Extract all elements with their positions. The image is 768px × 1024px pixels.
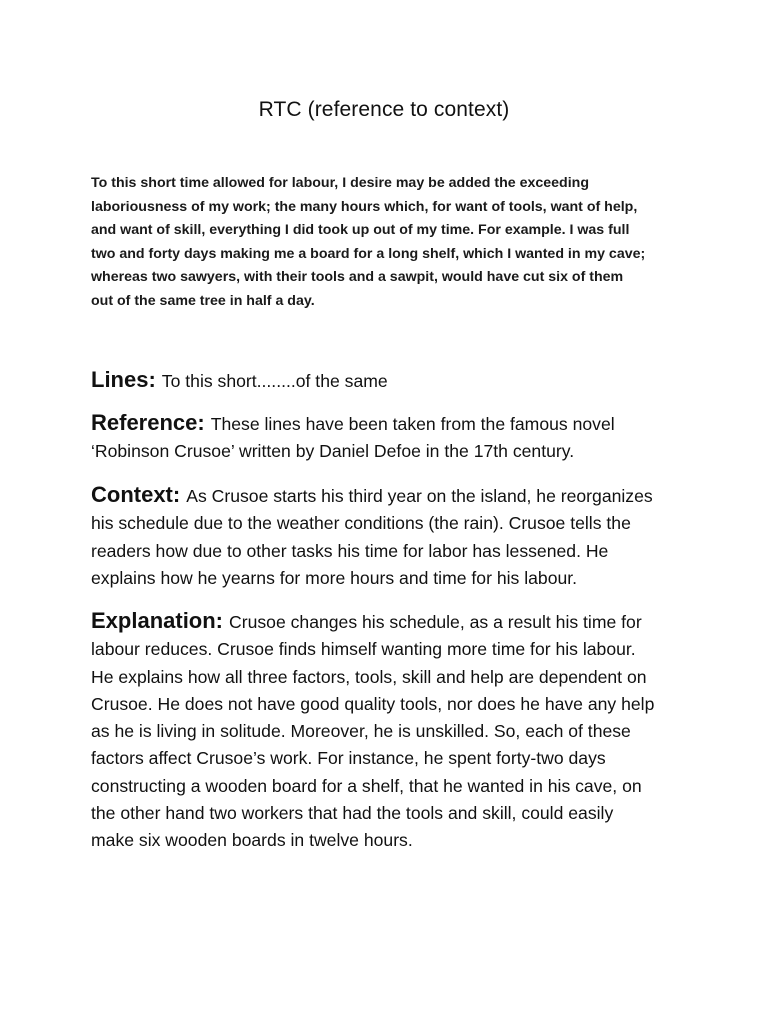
context-text: As Crusoe starts his third year on the island, he reorganizes	[186, 486, 653, 506]
quoted-passage	[91, 172, 683, 314]
lines-section	[91, 364, 691, 397]
explanation-line: factors affect Crusoe’s work. For instance, he spent forty-two days	[91, 748, 606, 769]
context-line	[91, 481, 691, 510]
explanation-section	[91, 607, 691, 855]
explanation-line: labour reduces. Crusoe finds himself wanting more time for his labour.	[91, 639, 636, 660]
explanation-label: Explanation:	[91, 608, 224, 633]
lines-label: Lines:	[91, 367, 156, 392]
passage-line: laboriousness of my work; the many hours which, for want of tools, want of help,	[91, 198, 638, 215]
passage-line: and want of skill, everything I did took up out of my time. For example. I was full	[91, 222, 630, 239]
context-line: explains how he yearns for more hours and time for his labour.	[91, 567, 578, 588]
reference-text: These lines have been taken from the famous novel	[210, 414, 615, 434]
context-section	[91, 481, 691, 592]
context-line: readers how due to other tasks his time for labor has lessened. He	[91, 540, 609, 561]
passage-line: To this short time allowed for labour, I desire may be added the exceeding	[91, 175, 589, 191]
explanation-line: constructing a wooden board for a shelf, that he wanted in his cave, on	[91, 775, 642, 796]
lines-line	[91, 364, 691, 397]
context-line: his schedule due to the weather conditions (the rain). Crusoe tells the	[91, 513, 631, 534]
explanation-line: the other hand two workers that had the tools and skill, could easily	[91, 803, 614, 824]
passage-line: whereas two sawyers, with their tools and a sawpit, would have cut six of them	[91, 269, 624, 286]
reference-line	[91, 409, 691, 438]
reference-section	[91, 409, 691, 466]
reference-label: Reference:	[91, 410, 205, 435]
explanation-line: make six wooden boards in twelve hours.	[91, 830, 413, 851]
passage-line: two and forty days making me a board for a long shelf, which I wanted in my cave;	[91, 245, 646, 262]
explanation-text: Crusoe changes his schedule, as a result his time for	[229, 612, 642, 632]
lines-text: To this short........of the same	[161, 371, 388, 391]
explanation-line: He explains how all three factors, tools, skill and help are dependent on	[91, 666, 647, 687]
explanation-line: Crusoe. He does not have good quality tools, nor does he have any help	[91, 693, 655, 714]
explanation-line: as he is living in solitude. Moreover, he is unskilled. So, each of these	[91, 721, 631, 742]
passage-line: out of the same tree in half a day.	[91, 292, 315, 309]
reference-line: ‘Robinson Crusoe’ written by Daniel Defoe in the 17th century.	[91, 441, 575, 462]
explanation-line	[91, 607, 691, 636]
page-title: RTC (reference to context)	[258, 98, 510, 121]
context-label: Context:	[91, 482, 181, 507]
